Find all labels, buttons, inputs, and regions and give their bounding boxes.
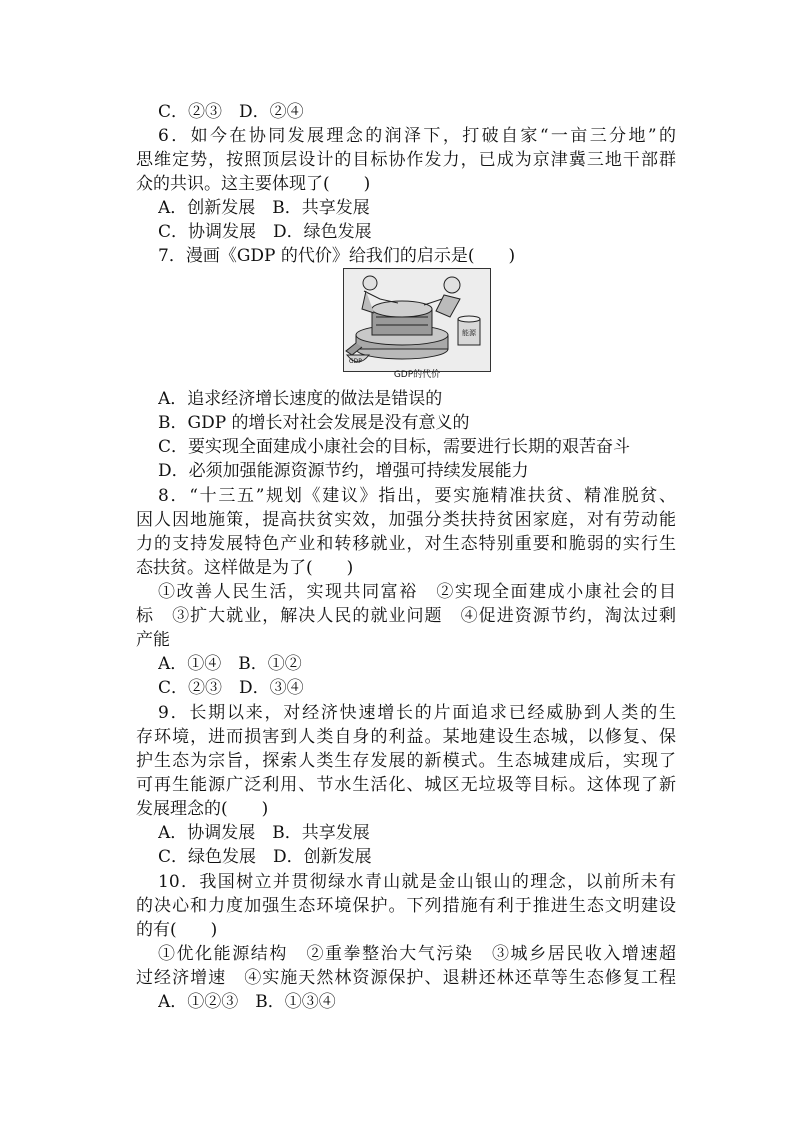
q9-stem-line-3: 护生态为宗旨，探索人类生存发展的新模式。生态城建成后，实现了: [136, 751, 676, 771]
cartoon-illustration: [344, 269, 490, 371]
q10-options-ab: A．①②③ B．①③④: [158, 992, 336, 1012]
q7-option-d: D．必须加强能源资源节约，增强可持续发展能力: [158, 461, 529, 481]
q5-options-cd: C．②③ D．②④: [158, 102, 304, 122]
q10-stem-line-2: 的决心和力度加强生态环境保护。下列措施有利于推进生态文明建设: [136, 896, 676, 916]
q7-option-a: A．追求经济增长速度的做法是错误的: [158, 389, 443, 409]
q9-stem-line-4: 可再生能源广泛利用、节水生活化、城区无垃圾等目标。这体现了新: [136, 775, 676, 795]
q10-items-line-2: 过经济增速 ④实施天然林资源保护、退耕还林还草等生态修复工程: [136, 968, 676, 988]
q7-stem: 7．漫画《GDP 的代价》给我们的启示是( ): [158, 246, 516, 266]
q6-stem-line-3: 众的共识。这主要体现了( ): [136, 174, 371, 194]
q8-options-ab: A．①④ B．①②: [158, 654, 302, 674]
q8-stem-line-2: 因人因地施策，提高扶贫实效，加强分类扶持贫困家庭，对有劳动能: [136, 510, 676, 530]
q10-items-line-1: ①优化能源结构 ②重拳整治大气污染 ③城乡居民收入增速超: [158, 944, 676, 964]
q8-items-line-3: 产能: [136, 630, 170, 650]
q6-stem-line-2: 思维定势，按照顶层设计的目标协作发力，已成为京津冀三地干部群: [136, 150, 676, 170]
q9-stem-line-1: 9．长期以来，对经济快速增长的片面追求已经威胁到人类的生: [158, 703, 676, 723]
q6-options-cd: C．协调发展 D．绿色发展: [158, 222, 372, 242]
q8-items-line-1: ①改善人民生活，实现共同富裕 ②实现全面建成小康社会的目: [158, 582, 676, 602]
q10-stem-line-3: 的有( ): [136, 920, 218, 940]
q8-stem-line-4: 态扶贫。这样做是为了( ): [136, 558, 354, 578]
q7-option-b: B．GDP 的增长对社会发展是没有意义的: [158, 413, 470, 433]
bowl-label: GDP: [349, 358, 362, 365]
q9-options-ab: A．协调发展 B．共享发展: [158, 823, 370, 843]
cartoon-gdp-cost: [343, 268, 491, 372]
q6-options-ab: A．创新发展 B．共享发展: [158, 198, 370, 218]
q9-stem-line-5: 发展理念的( ): [136, 799, 269, 819]
q6-stem-line-1: 6．如今在协同发展理念的润泽下，打破自家“一亩三分地”的: [158, 126, 676, 146]
q9-options-cd: C．绿色发展 D．创新发展: [158, 847, 372, 867]
q8-stem-line-1: 8．“十三五”规划《建议》指出，要实施精准扶贫、精准脱贫、: [158, 486, 676, 506]
barrel-label: 能源: [462, 329, 476, 337]
q9-stem-line-2: 存环境，进而损害到人类自身的利益。某地建设生态城，以修复、保: [136, 727, 676, 747]
figure-caption: GDP的代价: [393, 370, 441, 380]
q7-option-c: C．要实现全面建成小康社会的目标，需要进行长期的艰苦奋斗: [158, 437, 631, 457]
q8-stem-line-3: 力的支持发展特色产业和转移就业，对生态特别重要和脆弱的实行生: [136, 534, 676, 554]
q8-items-line-2: 标 ③扩大就业，解决人民的就业问题 ④促进资源节约，淘汰过剩: [136, 606, 676, 626]
q8-options-cd: C．②③ D．③④: [158, 678, 304, 698]
q10-stem-line-1: 10．我国树立并贯彻绿水青山就是金山银山的理念，以前所未有: [158, 872, 676, 892]
